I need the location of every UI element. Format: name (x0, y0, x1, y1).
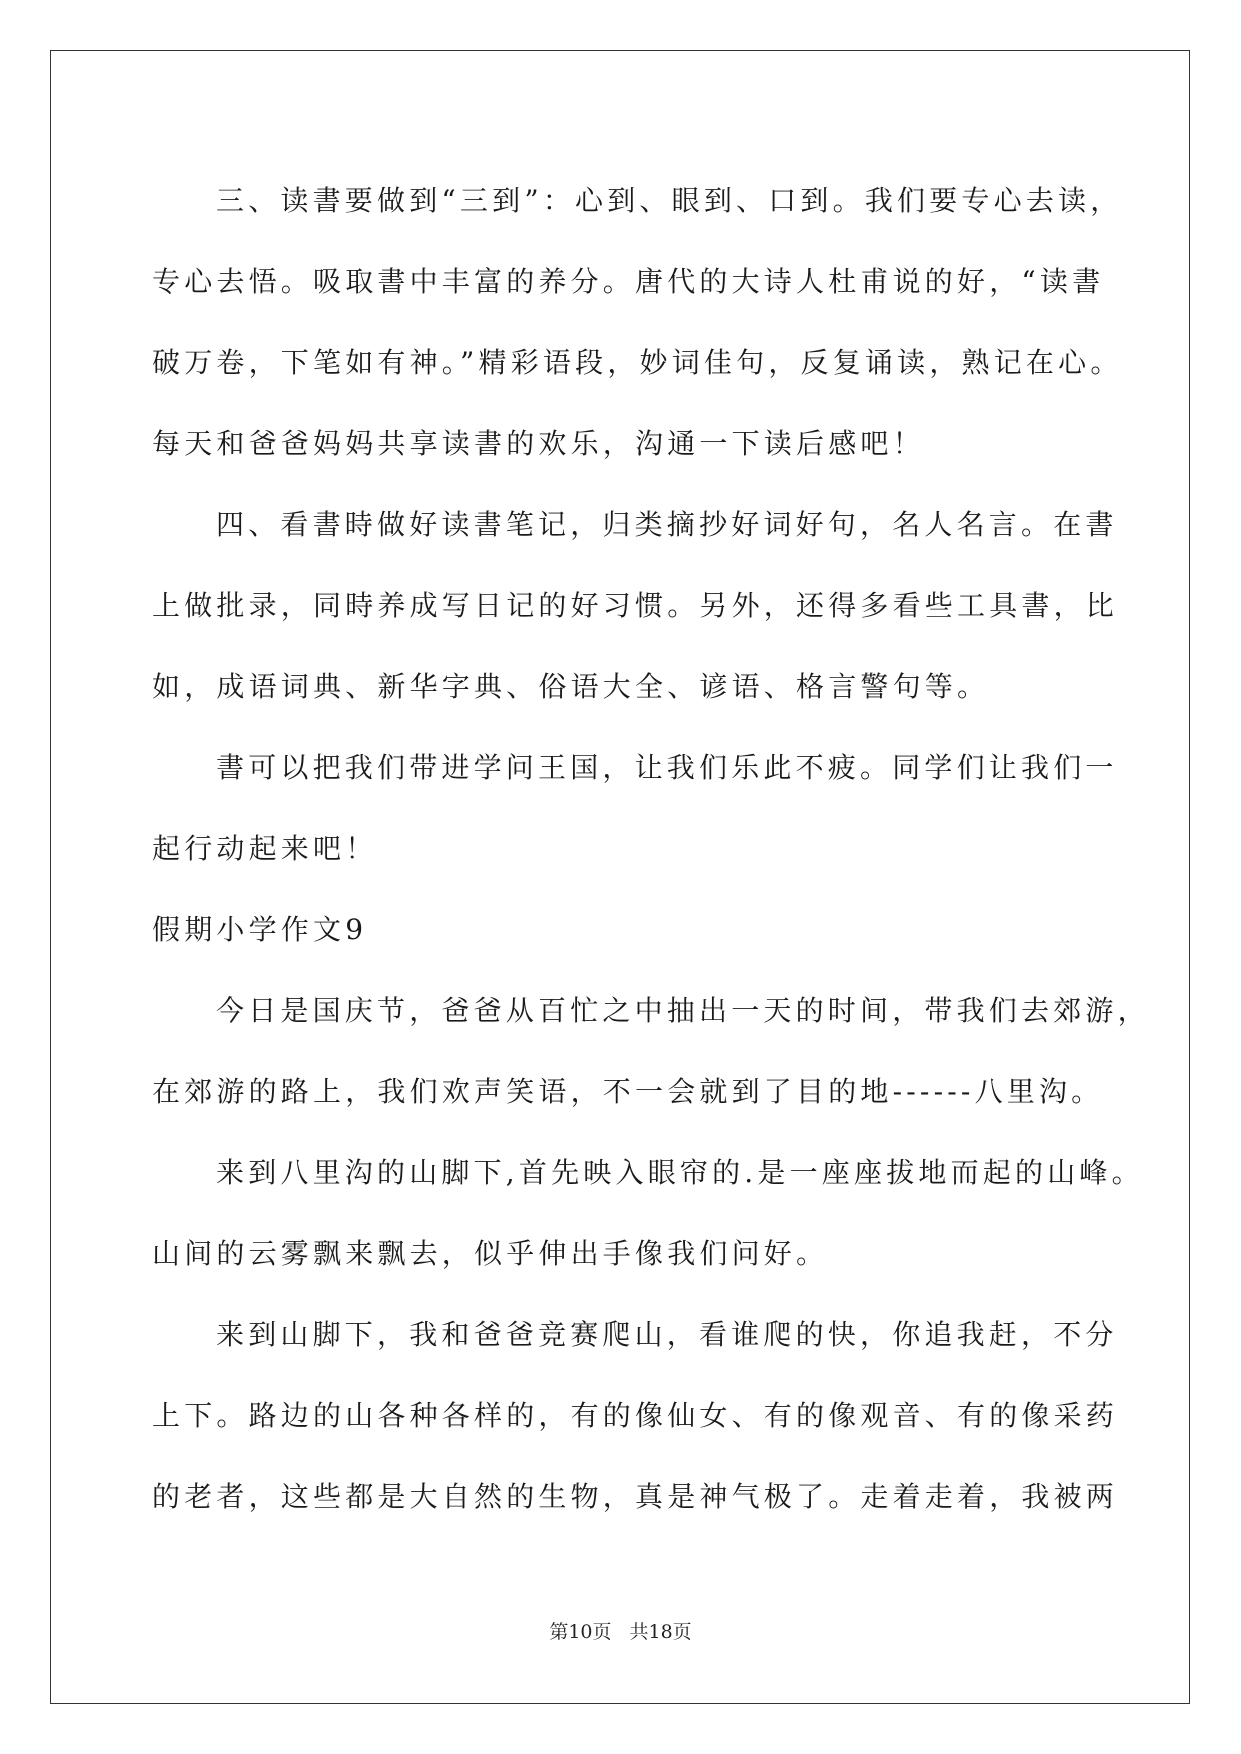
paragraph-line: 上下。路边的山各种各样的，有的像仙女、有的像观音、有的像采药 (152, 1399, 1119, 1432)
paragraph-line: 来到八里沟的山脚下,首先映入眼帘的.是一座座拔地而起的山峰。 (216, 1156, 1144, 1189)
paragraph-line: 三、读書要做到“三到”：心到、眼到、口到。我们要专心去读， (216, 184, 1123, 217)
document-body (152, 160, 1150, 1537)
paragraph-line: 起行动起来吧！ (152, 832, 378, 865)
paragraph-line: 書可以把我们带进学问王国，让我们乐此不疲。同学们让我们一 (216, 751, 1118, 784)
paragraph-line: 上做批录，同時养成写日记的好习惯。另外，还得多看些工具書，比 (152, 589, 1119, 622)
page-number: 第10页 (549, 1621, 612, 1643)
paragraph-line: 如，成语词典、新华字典、俗语大全、谚语、格言警句等。 (152, 670, 990, 703)
paragraph-line: 专心去悟。吸取書中丰富的养分。唐代的大诗人杜甫说的好，“读書 (152, 265, 1105, 298)
paragraph-line: 山间的云雾飘来飘去，似乎伸出手像我们问好。 (152, 1237, 829, 1270)
paragraph-line: 的老者，这些都是大自然的生物，真是神气极了。走着走着，我被两 (152, 1480, 1119, 1513)
section-heading: 假期小学作文9 (152, 913, 368, 946)
page-total: 共18页 (629, 1621, 692, 1643)
paragraph-line: 来到山脚下，我和爸爸竞赛爬山，看谁爬的快，你追我赶，不分 (216, 1318, 1118, 1351)
paragraph-line: 每天和爸爸妈妈共享读書的欢乐，沟通一下读后感吧！ (152, 427, 925, 460)
paragraph-line: 破万卷，下笔如有神。”精彩语段，妙词佳句，反复诵读，熟记在心。 (152, 346, 1123, 379)
paragraph-line: 在郊游的路上，我们欢声笑语，不一会就到了目的地------八里沟。 (152, 1075, 1104, 1108)
paragraph-line: 今日是国庆节，爸爸从百忙之中抽出一天的时间，带我们去郊游， (216, 994, 1150, 1027)
page-footer (0, 1617, 1241, 1644)
paragraph-line: 四、看書時做好读書笔记，归类摘抄好词好句，名人名言。在書 (216, 508, 1118, 541)
